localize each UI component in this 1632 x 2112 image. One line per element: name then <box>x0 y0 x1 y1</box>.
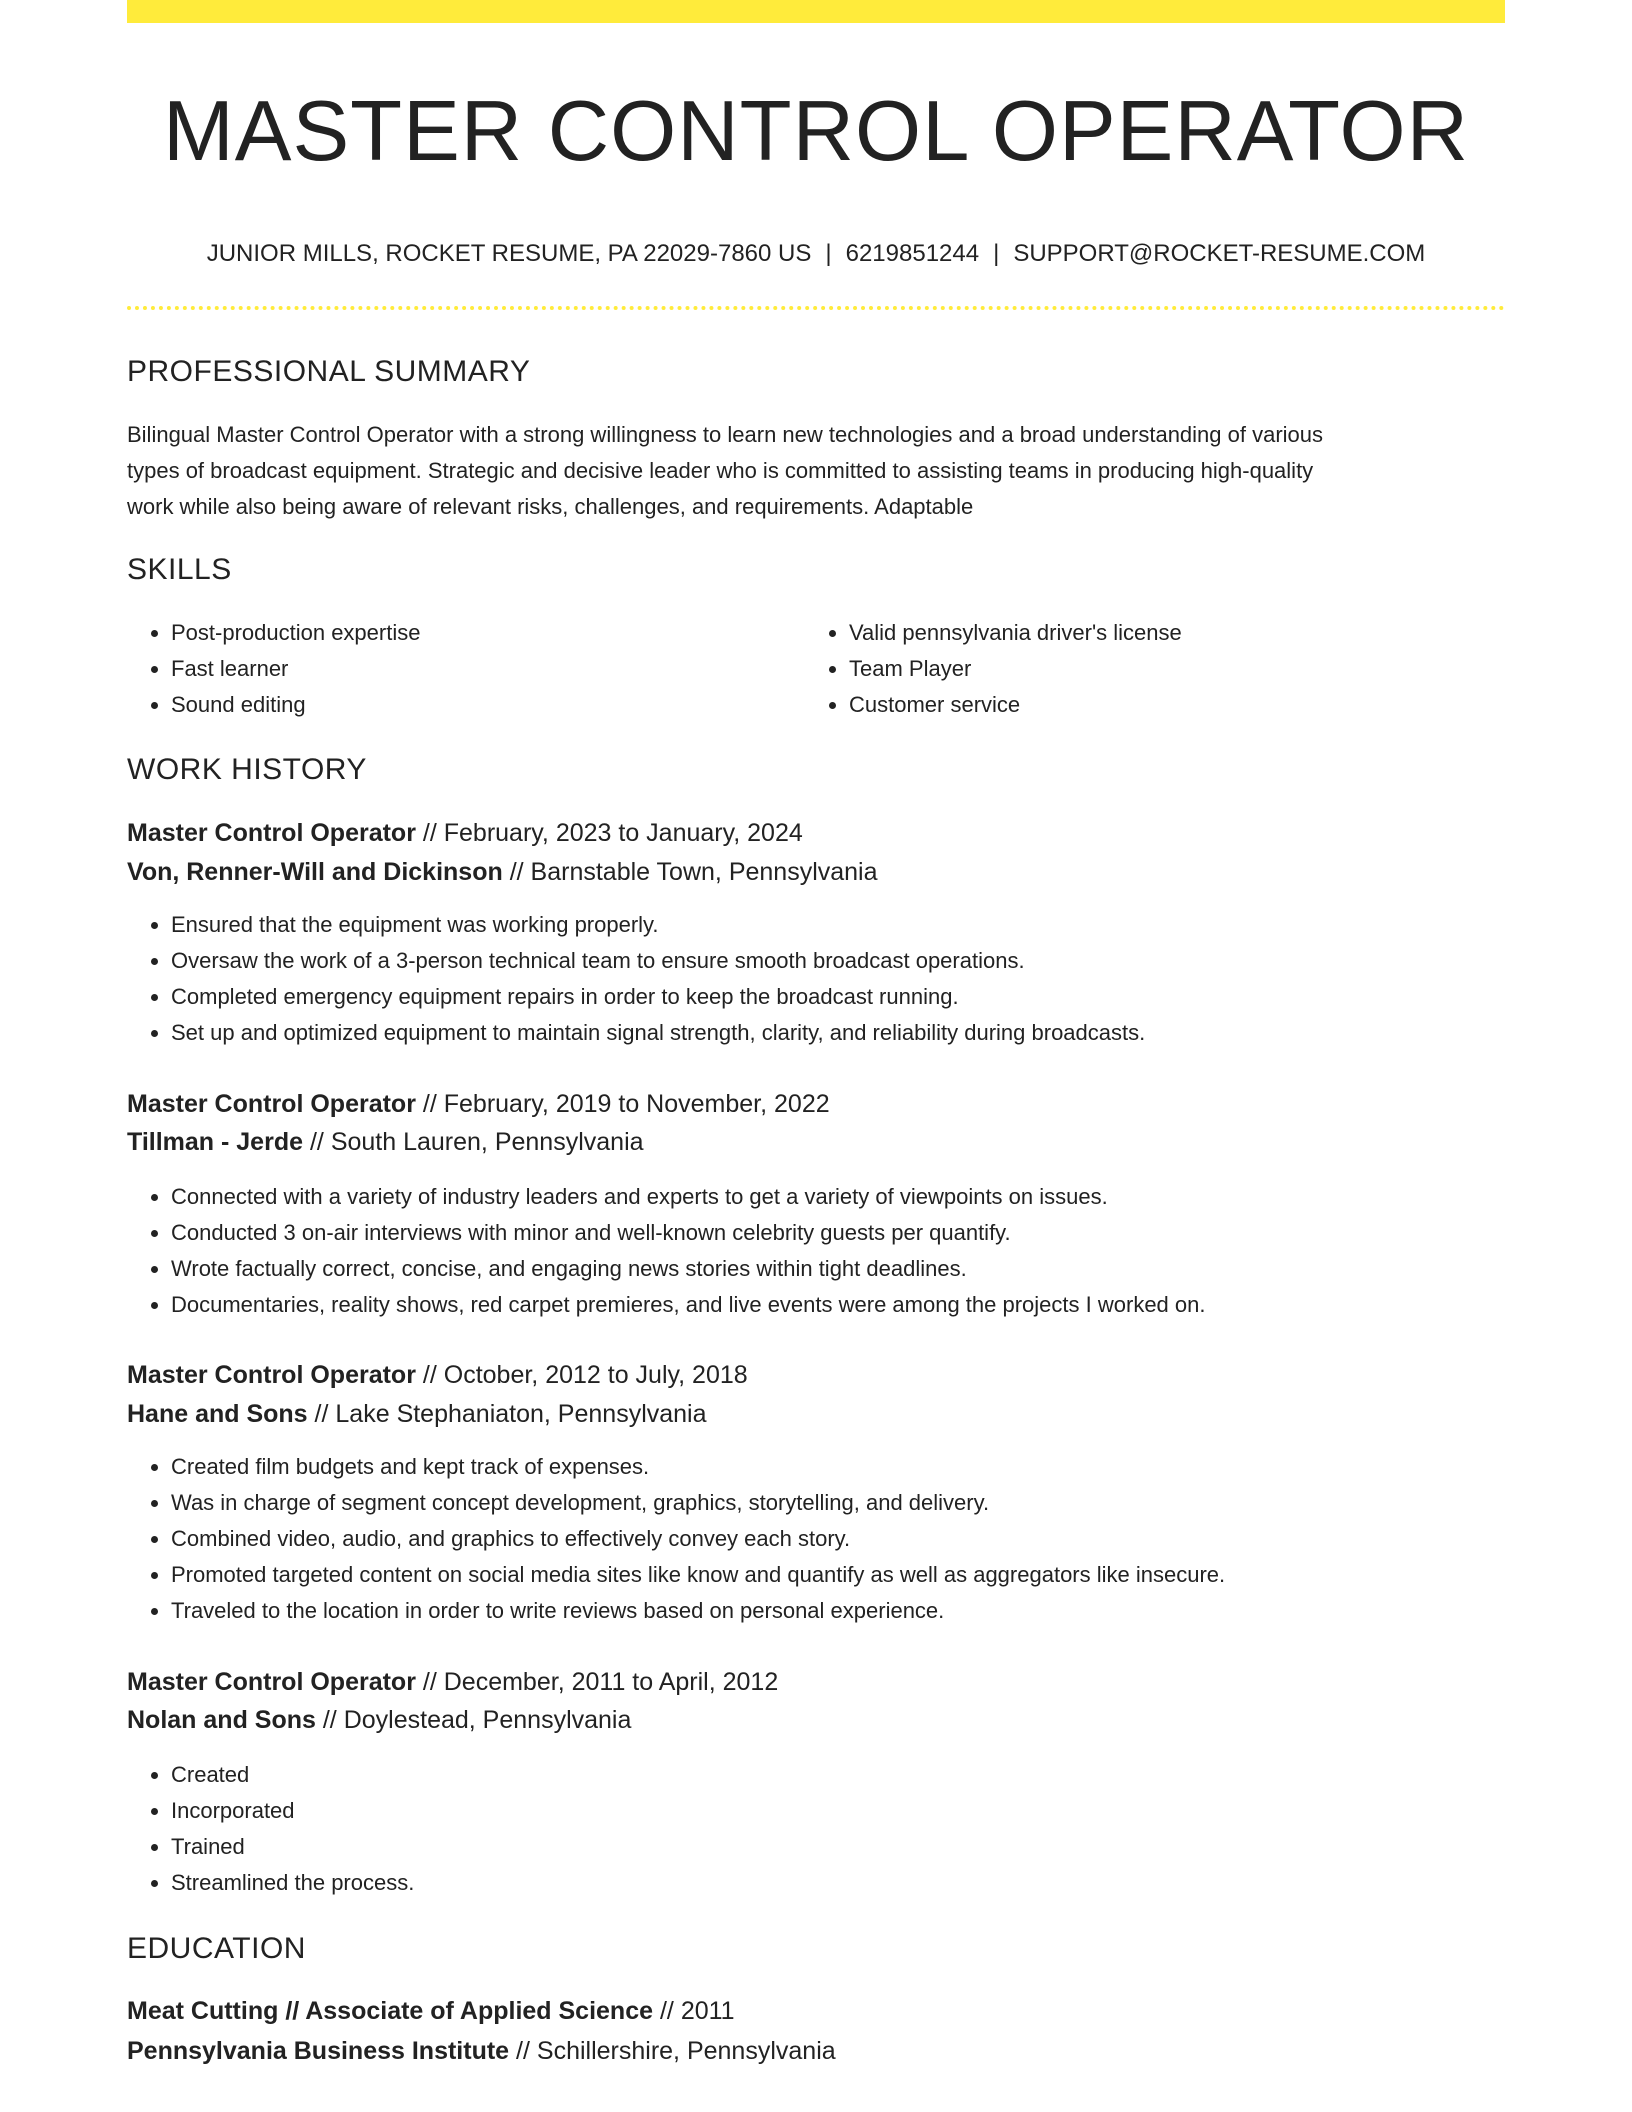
job-bullet: • Set up and optimized equipment to maintain signal strength, clarity, and reliability during broadcasts. <box>171 1015 1549 1051</box>
job-company-line <box>127 1123 644 1161</box>
skill-item: • Customer service <box>849 687 1489 723</box>
skills-heading: SKILLS <box>127 553 232 586</box>
education-degree-line <box>127 1992 735 2030</box>
skill-item: • Fast learner <box>171 651 811 687</box>
contact-separator: | <box>825 240 832 267</box>
job-location: South Lauren, Pennsylvania <box>330 1128 644 1156</box>
job-location: Doylestead, Pennsylvania <box>343 1706 632 1734</box>
separator: // <box>659 1997 674 2025</box>
job-bullet: • Traveled to the location in order to write reviews based on personal experience. <box>171 1593 1549 1629</box>
separator: // <box>314 1400 329 1428</box>
contact-address: JUNIOR MILLS, ROCKET RESUME, PA 22029-7860 US <box>206 240 812 267</box>
education-degree: Meat Cutting // Associate of Applied Science <box>127 1997 654 2025</box>
skills-list-right <box>805 615 1489 723</box>
job-company-line <box>127 1701 631 1739</box>
separator: // <box>422 819 437 847</box>
job-bullet: • Promoted targeted content on social media sites like know and quantify as well as aggregators like insecure. <box>171 1557 1549 1593</box>
job-dates: December, 2011 to April, 2012 <box>443 1668 779 1696</box>
separator: // <box>309 1128 324 1156</box>
job-bullets <box>127 907 1549 1051</box>
job-bullet: • Created film budgets and kept track of expenses. <box>171 1449 1549 1485</box>
skill-item: • Sound editing <box>171 687 811 723</box>
job-bullet: • Oversaw the work of a 3-person technical team to ensure smooth broadcast operations. <box>171 943 1549 979</box>
job-bullet: • Incorporated <box>171 1793 1549 1829</box>
job-company-line <box>127 853 878 891</box>
job-bullet: • Completed emergency equipment repairs in order to keep the broadcast running. <box>171 979 1549 1015</box>
skill-item: • Team Player <box>849 651 1489 687</box>
separator: // <box>422 1361 437 1389</box>
job-bullet: • Created <box>171 1757 1549 1793</box>
contact-separator: | <box>993 240 1000 267</box>
job-bullet: • Trained <box>171 1829 1549 1865</box>
job-bullet: • Wrote factually correct, concise, and engaging news stories within tight deadlines. <box>171 1251 1549 1287</box>
summary-line: types of broadcast equipment. Strategic and decisive leader who is committed to assisting teams in producing high-quality <box>127 458 1314 483</box>
accent-bar <box>127 0 1505 23</box>
job-company: Nolan and Sons <box>127 1706 316 1734</box>
skill-item: • Post-production expertise <box>171 615 811 651</box>
education-school: Pennsylvania Business Institute <box>127 2037 510 2065</box>
job-company: Hane and Sons <box>127 1400 308 1428</box>
job-company: Von, Renner-Will and Dickinson <box>127 858 503 886</box>
job-title: Master Control Operator <box>127 819 416 847</box>
contact-line <box>127 238 1505 270</box>
job-bullet: • Documentaries, reality shows, red carpet premieres, and live events were among the projects I worked on. <box>171 1287 1549 1323</box>
education-heading: EDUCATION <box>127 1932 306 1965</box>
skill-item: • Valid pennsylvania driver's license <box>849 615 1489 651</box>
job-title-line <box>127 1663 778 1701</box>
education-location: Schillershire, Pennsylvania <box>536 2037 836 2065</box>
job-dates: October, 2012 to July, 2018 <box>443 1361 748 1389</box>
summary-line: Bilingual Master Control Operator with a strong willingness to learn new technologies and a broad understanding of various <box>127 422 1324 447</box>
job-bullets <box>127 1757 1549 1901</box>
job-dates: February, 2019 to November, 2022 <box>443 1090 830 1118</box>
education-school-line <box>127 2032 836 2070</box>
job-bullets <box>127 1449 1549 1629</box>
summary-heading: PROFESSIONAL SUMMARY <box>127 355 531 388</box>
job-location: Barnstable Town, Pennsylvania <box>530 858 878 886</box>
separator: // <box>322 1706 337 1734</box>
job-bullet: • Was in charge of segment concept development, graphics, storytelling, and delivery. <box>171 1485 1549 1521</box>
job-company-line <box>127 1395 707 1433</box>
separator: // <box>516 2037 530 2065</box>
education-year: 2011 <box>680 1997 735 2025</box>
job-dates: February, 2023 to January, 2024 <box>443 819 803 847</box>
work-heading: WORK HISTORY <box>127 753 367 786</box>
job-bullet: • Connected with a variety of industry leaders and experts to get a variety of viewpoints on issues. <box>171 1179 1549 1215</box>
job-bullets <box>127 1179 1549 1323</box>
separator: // <box>422 1668 437 1696</box>
job-bullet: • Conducted 3 on-air interviews with minor and well-known celebrity guests per quantify. <box>171 1215 1549 1251</box>
separator: // <box>422 1090 437 1118</box>
dotted-divider <box>127 306 1505 310</box>
contact-phone: 6219851244 <box>845 240 980 267</box>
job-title-line <box>127 814 803 852</box>
separator: // <box>509 858 524 886</box>
job-title: Master Control Operator <box>127 1090 416 1118</box>
skills-list-left <box>127 615 811 723</box>
job-title-line <box>127 1356 748 1394</box>
job-location: Lake Stephaniaton, Pennsylvania <box>335 1400 707 1428</box>
job-title: Master Control Operator <box>127 1668 416 1696</box>
job-bullet: • Ensured that the equipment was working properly. <box>171 907 1549 943</box>
summary-line: work while also being aware of relevant risks, challenges, and requirements. Adaptable <box>127 494 974 519</box>
contact-email: SUPPORT@ROCKET-RESUME.COM <box>1013 240 1426 267</box>
job-bullet: • Combined video, audio, and graphics to effectively convey each story. <box>171 1521 1549 1557</box>
resume-name: MASTER CONTROL OPERATOR <box>162 84 1469 179</box>
job-title: Master Control Operator <box>127 1361 416 1389</box>
job-bullet: • Streamlined the process. <box>171 1865 1549 1901</box>
job-company: Tillman - Jerde <box>127 1128 303 1156</box>
job-title-line <box>127 1085 830 1123</box>
